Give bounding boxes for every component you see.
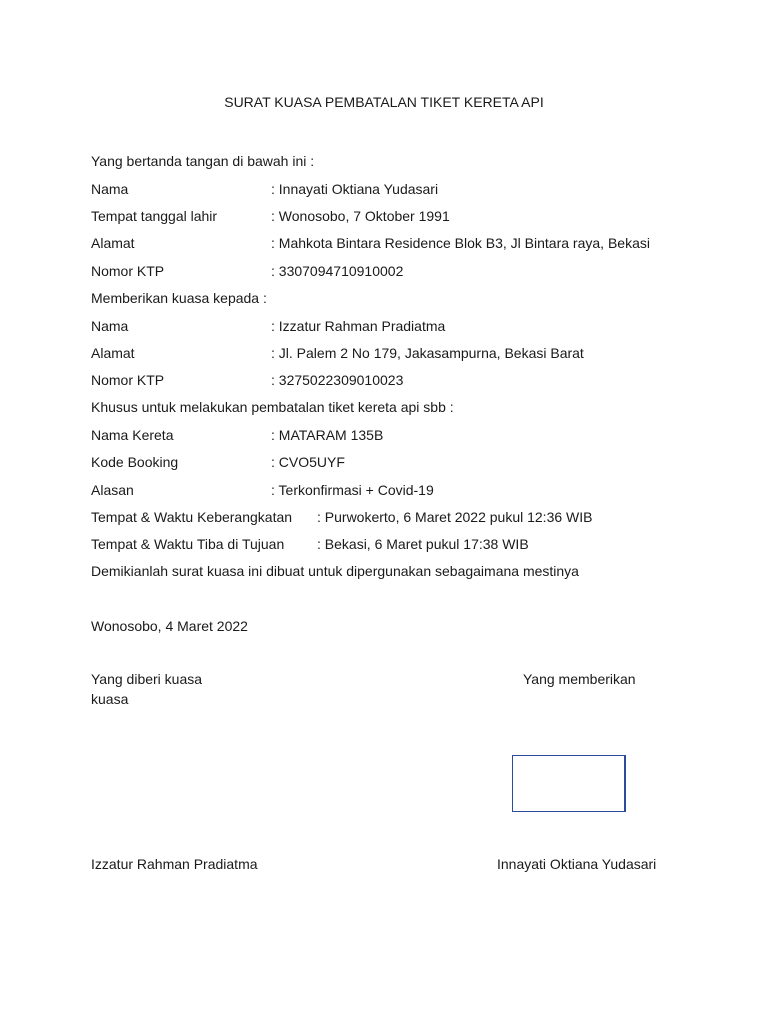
grantor-address-label: Alamat [91, 235, 135, 251]
departure-value: : Purwokerto, 6 Maret 2022 pukul 12:36 WIB [317, 509, 593, 525]
train-label: Nama Kereta [91, 427, 174, 443]
place-date: Wonosobo, 4 Maret 2022 [91, 618, 248, 634]
grantor-ttl-value: : Wonosobo, 7 Oktober 1991 [271, 208, 450, 224]
grantee-address-value: : Jl. Palem 2 No 179, Jakasampurna, Bekasi Barat [271, 345, 584, 361]
train-value: : MATARAM 135B [271, 427, 384, 443]
grantor-address-value: : Mahkota Bintara Residence Blok B3, Jl Bintara raya, Bekasi [271, 235, 650, 251]
closing-text: Demikianlah surat kuasa ini dibuat untuk dipergunakan sebagaimana mestinya [91, 563, 579, 579]
grantor-name-label: Nama [91, 181, 129, 197]
grantor-ktp-label: Nomor KTP [91, 263, 165, 279]
grantee-signature-title: Yang diberi kuasa [91, 671, 203, 687]
grantee-name-label: Nama [91, 318, 129, 334]
arrival-value: : Bekasi, 6 Maret pukul 17:38 WIB [317, 536, 529, 552]
arrival-label: Tempat & Waktu Tiba di Tujuan [91, 536, 285, 552]
grantee-signature-title-wrap: kuasa [91, 691, 129, 707]
grantee-signature-name: Izzatur Rahman Pradiatma [91, 856, 258, 872]
grantor-ttl-label: Tempat tanggal lahir [91, 208, 218, 224]
grantee-name-value: : Izzatur Rahman Pradiatma [271, 318, 446, 334]
departure-label: Tempat & Waktu Keberangkatan [91, 509, 293, 525]
reason-label: Alasan [91, 482, 134, 498]
grantor-signature-name: Innayati Oktiana Yudasari [497, 856, 657, 872]
grantor-name-value: : Innayati Oktiana Yudasari [271, 181, 439, 197]
grantee-ktp-label: Nomor KTP [91, 372, 165, 388]
intro-text: Yang bertanda tangan di bawah ini : [91, 153, 315, 169]
grant-intro-text: Memberikan kuasa kepada : [91, 290, 267, 306]
grantor-ktp-value: : 3307094710910002 [271, 263, 404, 279]
grantor-signature-title: Yang memberikan [523, 671, 636, 687]
grantee-address-label: Alamat [91, 345, 135, 361]
grantee-ktp-value: : 3275022309010023 [271, 372, 404, 388]
booking-label: Kode Booking [91, 454, 179, 470]
signature-box [512, 755, 626, 812]
reason-value: : Terkonfirmasi + Covid-19 [271, 482, 434, 498]
booking-value: : CVO5UYF [271, 454, 345, 470]
document-title: SURAT KUASA PEMBATALAN TIKET KERETA API [224, 94, 544, 110]
purpose-intro-text: Khusus untuk melakukan pembatalan tiket kereta api sbb : [91, 399, 454, 415]
